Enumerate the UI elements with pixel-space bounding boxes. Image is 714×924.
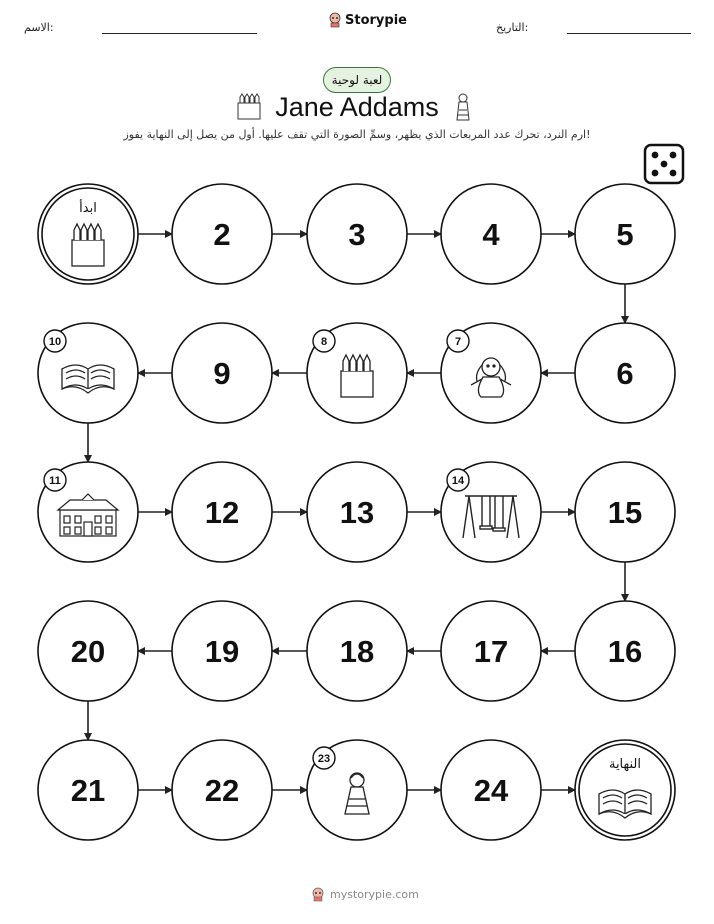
board-space-8 xyxy=(307,323,407,423)
board-space-12 xyxy=(172,462,272,562)
board-space-10 xyxy=(38,323,138,423)
space-number: 15 xyxy=(607,495,643,530)
board-space-21 xyxy=(38,740,138,840)
board-space-9 xyxy=(172,323,272,423)
space-number: 16 xyxy=(607,634,643,669)
space-number: 18 xyxy=(339,634,375,669)
board-space-3 xyxy=(307,184,407,284)
space-number-badge: 8 xyxy=(320,336,328,348)
date-label: التاريخ: xyxy=(496,21,529,34)
book-icon xyxy=(599,790,651,818)
board-space-11 xyxy=(38,462,138,562)
footer-url: mystorypie.com xyxy=(330,887,419,901)
page-title: Jane Addams xyxy=(275,92,439,122)
board-space-7 xyxy=(441,323,541,423)
board-space-4 xyxy=(441,184,541,284)
start-space xyxy=(38,184,138,284)
brand-name: Storypie xyxy=(345,12,407,28)
board-space-14 xyxy=(441,462,541,562)
board-space-24 xyxy=(441,740,541,840)
game-type-badge: لعبة لوحية xyxy=(323,67,391,93)
board-space-15 xyxy=(575,462,675,562)
space-number: 24 xyxy=(473,773,509,808)
space-number: 22 xyxy=(204,773,240,808)
board-space-13 xyxy=(307,462,407,562)
space-number: 4 xyxy=(482,217,500,252)
board-space-19 xyxy=(172,601,272,701)
space-number: 20 xyxy=(70,634,106,669)
board-space-6 xyxy=(575,323,675,423)
space-number-badge: 14 xyxy=(451,475,465,487)
space-number-badge: 23 xyxy=(317,753,331,765)
board-space-5 xyxy=(575,184,675,284)
instructions: ارم النرد، تحرك عدد المربعات الذي يظهر، وسمِّ الصورة التي تقف عليها. أول من يصل إلى النهاية يفوز! xyxy=(123,128,591,141)
space-number-badge: 7 xyxy=(454,336,462,348)
name-label: الاسم: xyxy=(24,21,54,34)
space-number: 21 xyxy=(70,773,106,808)
crayons-icon xyxy=(72,224,104,266)
space-number: 5 xyxy=(616,217,634,252)
board-space-23 xyxy=(307,740,407,840)
board-space-2 xyxy=(172,184,272,284)
space-number: 19 xyxy=(204,634,240,669)
board-space-17 xyxy=(441,601,541,701)
space-number-badge: 11 xyxy=(49,475,61,487)
finish-label: النهاية xyxy=(608,757,642,772)
storypie-mascot-icon xyxy=(310,886,326,902)
space-number: 17 xyxy=(473,634,509,669)
start-label: ابدأ xyxy=(79,201,97,216)
space-number: 2 xyxy=(213,217,231,252)
space-number: 12 xyxy=(204,495,240,530)
book-icon xyxy=(62,365,114,393)
board-space-22 xyxy=(172,740,272,840)
space-number: 13 xyxy=(339,495,375,530)
board-space-18 xyxy=(307,601,407,701)
crayons-icon xyxy=(341,355,373,397)
space-number-badge: 10 xyxy=(48,336,62,348)
finish-space xyxy=(575,740,675,840)
space-number: 9 xyxy=(213,356,231,391)
footer xyxy=(310,886,419,902)
space-number: 3 xyxy=(348,217,366,252)
space-number: 6 xyxy=(616,356,634,391)
board-space-16 xyxy=(575,601,675,701)
board-space-20 xyxy=(38,601,138,701)
